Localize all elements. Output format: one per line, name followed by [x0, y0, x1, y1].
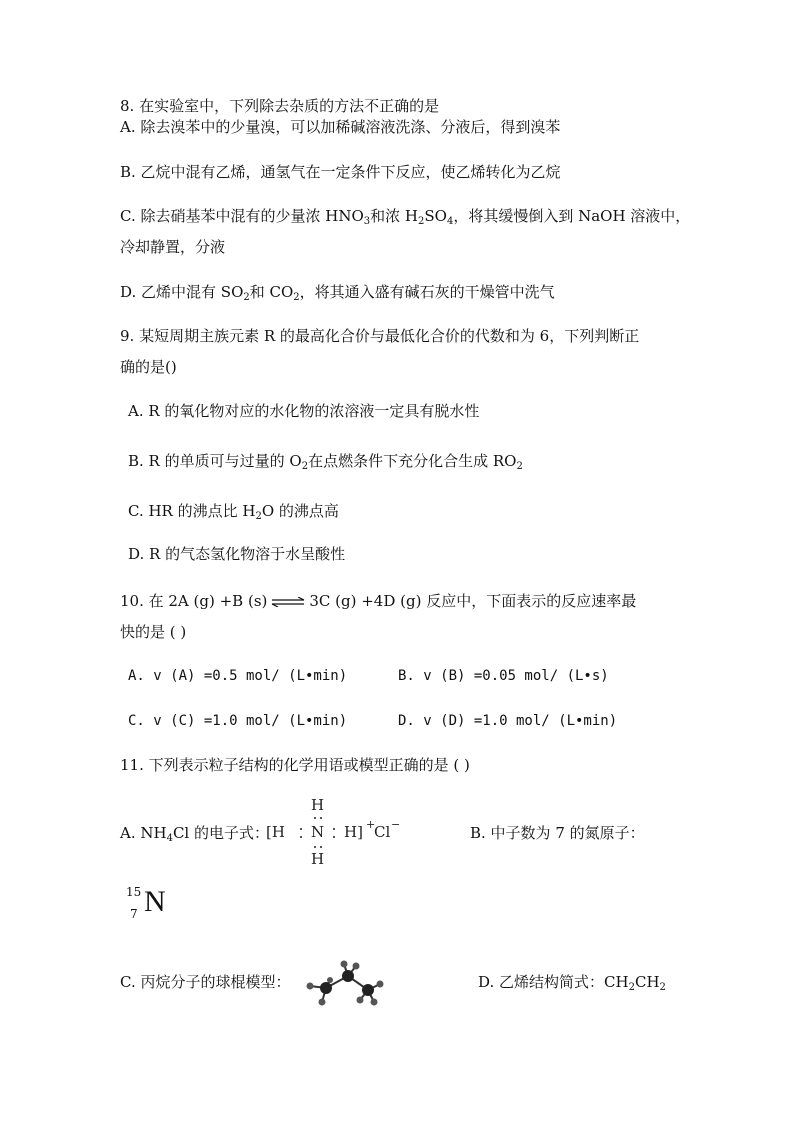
q10-option-c: C. v (C) =1.0 mol/ (L•min)	[128, 713, 348, 729]
isotope-atomic-number: 7	[130, 907, 138, 921]
lewis-left: [H	[266, 823, 285, 841]
q8-stem: 8. 在实验室中，下列除去杂质的方法不正确的是	[120, 97, 440, 115]
q9-stem-line1: 9. 某短周期主族元素 R 的最高化合价与最低化合价的代数和为 6，下列判断正	[120, 327, 640, 345]
lewis-cl-charge: −	[391, 818, 401, 831]
q8-option-a: A. 除去溴苯中的少量溴，可以加稀碱溶液洗涤、分液后，得到溴苯	[120, 118, 561, 136]
q10-stem-line2: 快的是 ( )	[120, 623, 187, 641]
q9-option-c: C. HR 的沸点比 $H_2O$ 的沸点高	[128, 502, 339, 522]
q11-option-b-label: B. 中子数为 7 的氮原子：	[470, 824, 645, 842]
lewis-h-bottom: H	[311, 850, 325, 868]
q11-option-c-label: C. 丙烷分子的球棍模型：	[120, 973, 291, 991]
nitrogen-isotope-symbol	[126, 885, 176, 925]
lewis-n: N	[311, 823, 325, 841]
q8-option-d: D. 乙烯中混有 $SO_2$和 $CO_2$，将其通入盛有碱石灰的干燥管中洗气	[120, 283, 555, 303]
q9-option-b: B. R 的单质可与过量的 $O_2$在点燃条件下充分化合生成 $RO_2$	[128, 452, 523, 472]
q8-option-c-line1: C. 除去硝基苯中混有的少量浓 $HNO_3$和浓 $H_2SO_4$，将其缓慢倒入到 NaOH 溶液中，	[120, 207, 691, 227]
propane-ball-stick-model-icon	[304, 960, 386, 1008]
q9-option-a: A. R 的氧化物对应的水化物的浓溶液一定具有脱水性	[128, 402, 480, 420]
equilibrium-arrow-icon	[271, 597, 305, 607]
lewis-charge: +	[366, 818, 376, 831]
q11-stem: 11. 下列表示粒子结构的化学用语或模型正确的是 ( )	[120, 756, 470, 774]
q9-stem-line2: 确的是()	[120, 358, 177, 376]
nh4cl-electron-formula	[266, 796, 416, 868]
isotope-mass-number: 15	[126, 885, 142, 899]
q8-option-c-line2: 冷却静置，分液	[120, 238, 226, 256]
q11-option-d-label: D. 乙烯结构简式：$CH_2CH_2$	[478, 973, 666, 993]
lewis-h-top: H	[311, 796, 325, 814]
q8-option-b: B. 乙烷中混有乙烯，通氢气在一定条件下反应，使乙烯转化为乙烷	[120, 163, 561, 181]
q10-option-d: D. v (D) =1.0 mol/ (L•min)	[398, 713, 618, 729]
q11-option-a-label: A. $NH_4Cl$ 的电子式：	[120, 824, 269, 844]
lewis-cl: Cl	[374, 823, 391, 841]
q10-stem-line1: 10. 在 2A (g) +B (s) 3C (g) +4D (g) 反应中，下面表示的反应速率最	[120, 592, 637, 610]
q10-option-b: B. v (B) =0.05 mol/ (L•s)	[398, 668, 609, 684]
q9-option-d: D. R 的气态氢化物溶于水呈酸性	[128, 545, 346, 563]
q10-option-a: A. v (A) =0.5 mol/ (L•min)	[128, 668, 348, 684]
lewis-right: H]	[344, 823, 363, 841]
isotope-element: N	[144, 885, 166, 918]
